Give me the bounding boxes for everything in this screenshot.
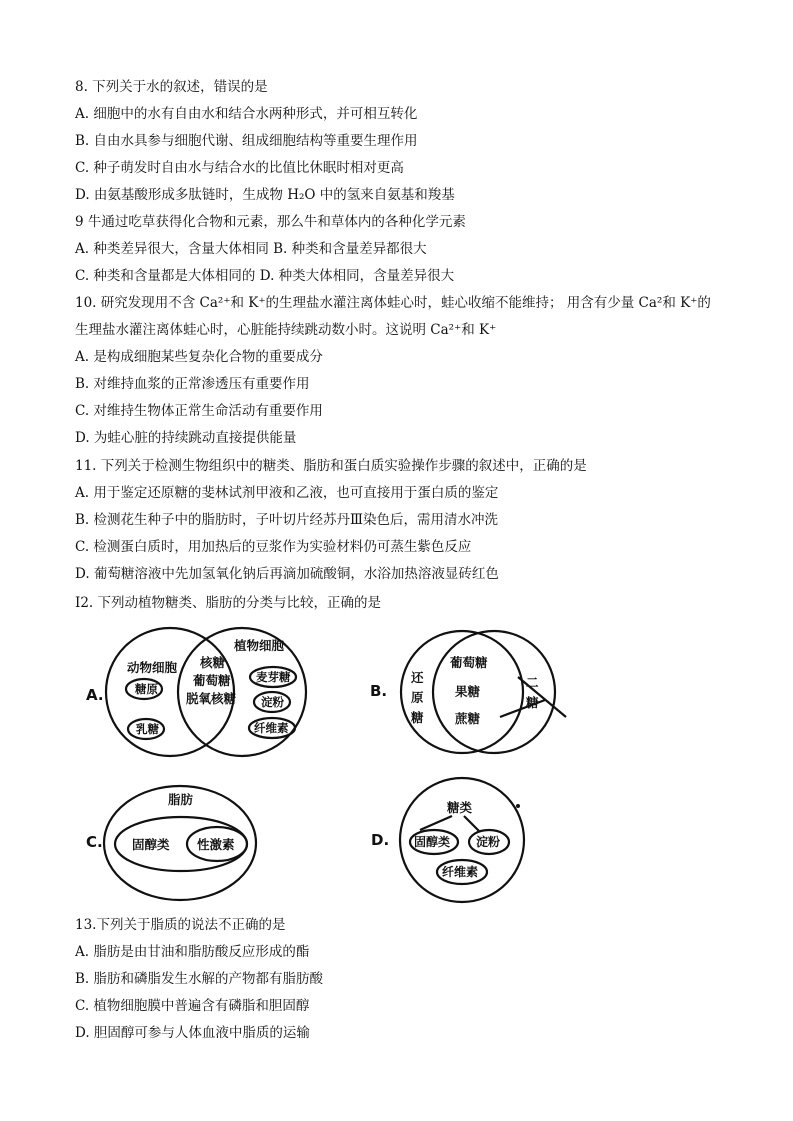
- q12a-left-title: 动物细胞: [127, 660, 178, 675]
- q13-option-d: D. 胆固醇可参与人体血液中脂质的运输: [75, 1025, 310, 1041]
- q11-option-b: B. 检测花生种子中的脂肪时，子叶切片经苏丹Ⅲ染色后，需用清水冲洗: [75, 512, 499, 528]
- q10-option-a: A. 是构成细胞某些复杂化合物的重要成分: [75, 349, 323, 365]
- q12-stem: I2. 下列动植物糖类、脂肪的分类与比较，正确的是: [75, 595, 382, 611]
- q12b-right-char: 二: [526, 675, 539, 690]
- q9-options-cd: C. 种类和含量都是大体相同的 D. 种类大体相同，含量差异很大: [75, 268, 455, 284]
- q12b-shared-item: 蔗糖: [455, 711, 481, 726]
- q12b-right-char: 糖: [526, 695, 539, 710]
- q9-stem: 9 牛通过吃草获得化合物和元素，那么牛和草体内的各种化学元素: [75, 214, 466, 230]
- q12d-connector: [464, 816, 480, 832]
- q12c-label: C.: [86, 833, 103, 851]
- q8-option-c: C. 种子萌发时自由水与结合水的比值比休眠时相对更高: [75, 160, 404, 176]
- q10-option-b: B. 对维持血浆的正常渗透压有重要作用: [75, 376, 310, 392]
- q12a-right-item: 纤维素: [254, 721, 289, 735]
- q12a-shared-item: 脱氧核糖: [186, 691, 237, 706]
- q10-option-d: D. 为蛙心脏的持续跳动直接提供能量: [75, 430, 297, 446]
- q12a-shared-item: 核糖: [200, 655, 226, 670]
- q12a-right-item: 淀粉: [261, 695, 284, 709]
- q11-option-a: A. 用于鉴定还原糖的斐林试剂甲液和乙液，也可直接用于蛋白质的鉴定: [75, 485, 499, 501]
- q12a-shared-item: 葡萄糖: [193, 673, 231, 688]
- q13-option-b: B. 脂肪和磷脂发生水解的产物都有脂肪酸: [75, 971, 324, 987]
- q8-option-d: D. 由氨基酸形成多肽链时，生成物 H₂O 中的氢来自氨基和羧基: [75, 187, 455, 203]
- q11-option-d: D. 葡萄糖溶液中先加氢氧化钠后再滴加硫酸铜，水浴加热溶液显砖红色: [75, 566, 499, 582]
- q12b-shared-item: 果糖: [455, 684, 481, 699]
- q12b-shared-item: 葡萄糖: [450, 655, 488, 670]
- q8-option-a: A. 细胞中的水有自由水和结合水两种形式，并可相互转化: [75, 106, 418, 122]
- q12c-outer-label: 脂肪: [168, 792, 194, 807]
- q12a-right-title: 植物细胞: [234, 638, 285, 653]
- q10-stem-line2: 生理盐水灌注离体蛙心时，心脏能持续跳动数小时。这说明 Ca²⁺和 K⁺: [75, 322, 497, 338]
- q9-options-ab: A. 种类差异很大，含量大体相同 B. 种类和含量差异都很大: [75, 241, 427, 257]
- q12b-left-char: 还: [411, 670, 424, 685]
- q12d-connector: [420, 816, 452, 830]
- q12a-left-item: 乳糖: [136, 722, 159, 736]
- q12d-outer-label: 糖类: [447, 800, 473, 815]
- q12d-label: D.: [371, 831, 390, 849]
- q12d-item: 纤维素: [442, 865, 479, 879]
- q12b-left-char: 原: [411, 690, 424, 705]
- q11-stem: 11. 下列关于检测生物组织中的糖类、脂肪和蛋白质实验操作步骤的叙述中，正确的是: [75, 458, 587, 474]
- q12b-left-char: 糖: [411, 710, 424, 725]
- q12c-inner-label: 性激素: [197, 837, 235, 852]
- q12d-item: 淀粉: [476, 835, 501, 849]
- q12c-middle-label: 固醇类: [132, 837, 170, 852]
- q13-stem: 13.下列关于脂质的说法不正确的是: [75, 917, 286, 933]
- q12-diagrams: [80, 622, 720, 912]
- q13-option-c: C. 植物细胞膜中普遍含有磷脂和胆固醇: [75, 998, 310, 1014]
- q11-option-c: C. 检测蛋白质时，用加热后的豆浆作为实验材料仍可蒸生紫色反应: [75, 539, 472, 555]
- q12a-label: A.: [86, 686, 104, 704]
- q12a-left-item: 糖原: [135, 682, 158, 696]
- q12b-label: B.: [370, 682, 388, 700]
- q13-option-a: A. 脂肪是由甘油和脂肪酸反应形成的酯: [75, 944, 310, 960]
- q12d-item: 固醇类: [414, 835, 451, 849]
- q8-option-b: B. 自由水具参与细胞代谢、组成细胞结构等重要生理作用: [75, 133, 418, 149]
- q12d-dot: [517, 805, 519, 807]
- q8-stem: 8. 下列关于水的叙述，错误的是: [75, 79, 268, 95]
- q12a-right-item: 麦芽糖: [256, 670, 291, 684]
- q10-option-c: C. 对维持生物体正常生命活动有重要作用: [75, 403, 323, 419]
- q10-stem-line1: 10. 研究发现用不含 Ca²⁺和 K⁺的生理盐水灌注离体蛙心时，蛙心收缩不能维持； 用含有少量 Ca²和 K⁺的: [75, 295, 711, 311]
